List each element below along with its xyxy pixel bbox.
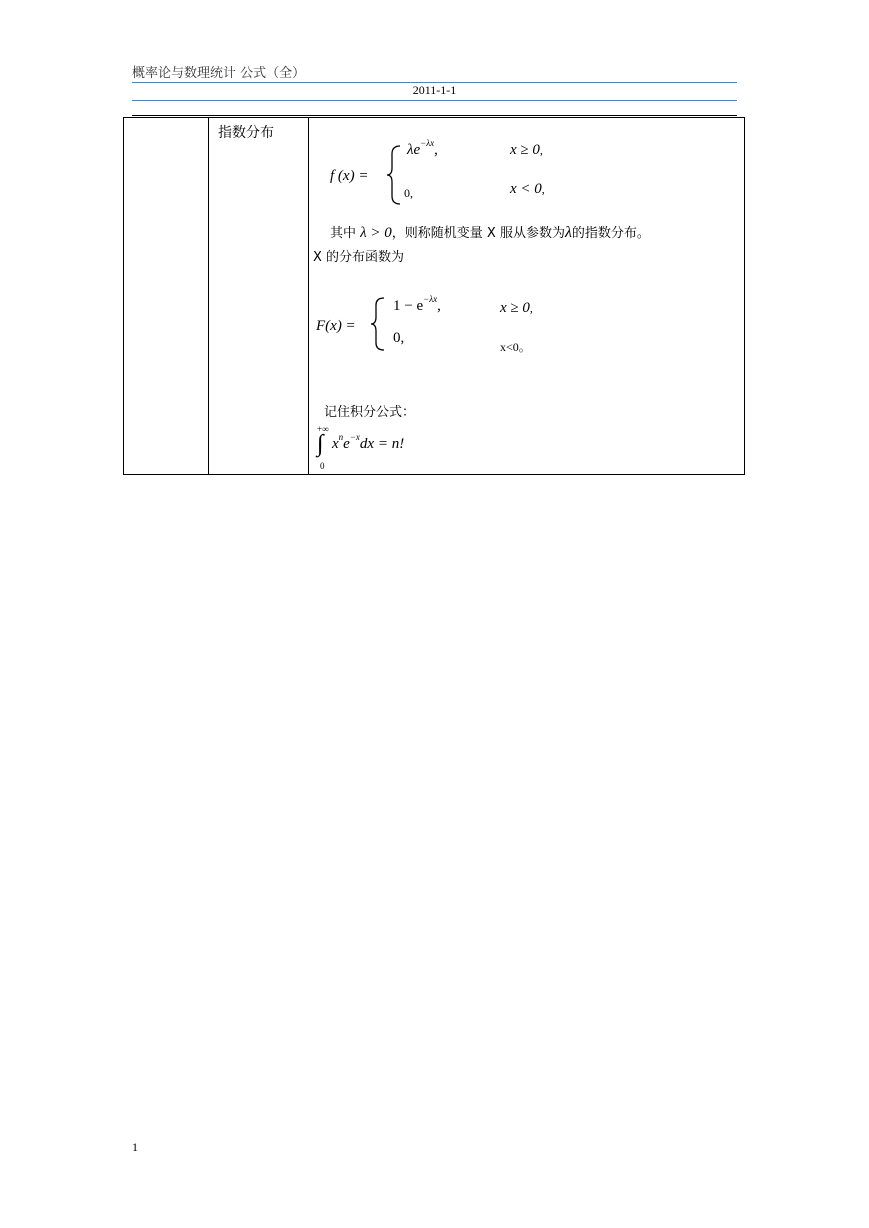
- pdf-lhs: f (x) =: [330, 168, 369, 184]
- column-divider-2: [308, 118, 309, 474]
- integral-upper-limit: +∞: [317, 424, 329, 434]
- pdf-cond2: x < 0,: [510, 181, 545, 197]
- pdf-case2: 0,: [404, 186, 413, 200]
- column-divider-1: [208, 118, 209, 474]
- integral-sign: ∫: [317, 431, 324, 457]
- cdf-case2: 0,: [393, 330, 405, 346]
- pdf-cond1: x ≥ 0,: [510, 142, 543, 158]
- cdf-case1: $1 - e^{-\lambda x}$,: [393, 294, 441, 314]
- description-line-2: X 的分布函数为: [313, 250, 405, 265]
- cdf-lhs: F(x) =: [316, 318, 356, 334]
- distribution-name: 指数分布: [218, 125, 274, 141]
- page-number: 1: [132, 1140, 138, 1154]
- pdf-case1: $\lambda e^{-\lambda x}$,: [407, 138, 438, 158]
- integral-label: 记住积分公式：: [324, 405, 416, 420]
- header-date: 2011-1-1: [412, 83, 457, 97]
- pdf-brace: [386, 144, 402, 206]
- cdf-brace: [370, 296, 386, 352]
- formula-table: [123, 117, 745, 475]
- integral-body: $x^ne^{-x}dx = n$!: [332, 432, 405, 452]
- cdf-cond1: x ≥ 0,: [500, 300, 533, 316]
- description-line-1: 其中 λ > 0，则称随机变量 X 服从参数为λ的指数分布。: [330, 224, 650, 241]
- table-top-rule: [132, 115, 737, 116]
- header-title: 概率论与数理统计 公式（全）: [132, 66, 306, 81]
- integral-lower-limit: 0: [320, 461, 325, 471]
- header-rule-bottom: [132, 100, 737, 101]
- cdf-cond2: x<0。: [500, 340, 531, 354]
